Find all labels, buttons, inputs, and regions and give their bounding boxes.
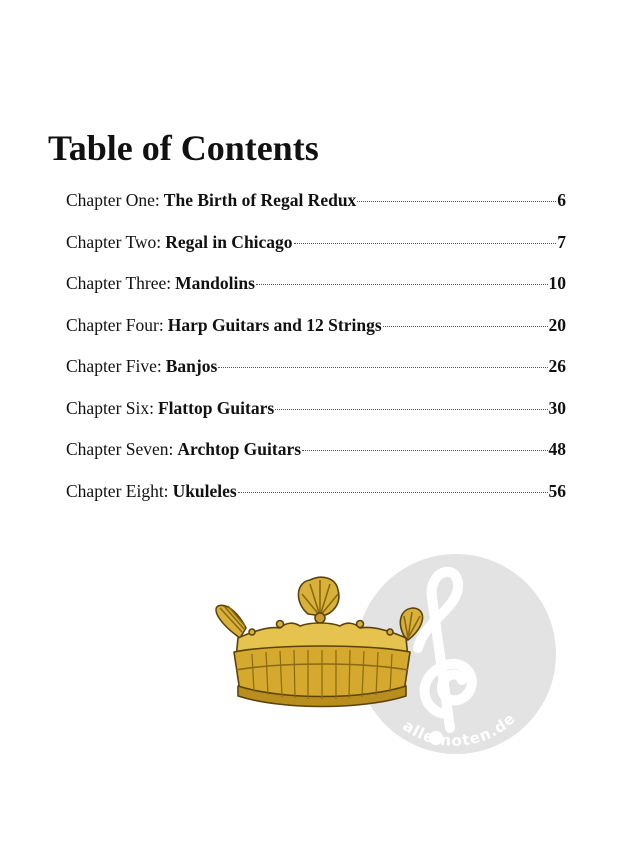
toc-chapter-title: Harp Guitars and 12 Strings [167,314,382,335]
toc-leader-dots [357,201,556,202]
toc-chapter-title: Flattop Guitars [157,397,275,418]
toc-entry[interactable] [66,477,566,519]
toc-leader-dots [275,409,547,410]
toc-chapter-label: Chapter Six: [66,397,154,418]
toc-chapter-title: The Birth of Regal Redux [163,190,357,210]
toc-leader-dots [238,492,548,493]
crown-icon [216,577,423,706]
toc-chapter-label: Chapter Three: [66,273,172,293]
toc-entry[interactable] [66,352,566,394]
page-title: Table of Contents [48,128,319,168]
toc-page-number: 48 [548,439,566,459]
toc-page-number: 6 [557,190,566,210]
toc-leader-dots [302,450,547,451]
toc-page-number: 56 [548,480,566,501]
table-of-contents [66,186,566,518]
toc-chapter-title: Mandolins [175,273,255,293]
toc-entry[interactable] [66,311,566,353]
toc-page-number: 7 [557,231,566,252]
toc-chapter-title: Banjos [165,356,218,376]
toc-chapter-label: Chapter Seven: [66,439,174,459]
toc-entry[interactable] [66,269,566,311]
toc-page-number: 20 [548,314,566,335]
toc-page-number: 26 [548,356,566,376]
toc-entry[interactable] [66,435,566,477]
toc-entry[interactable] [66,186,566,228]
toc-entry[interactable] [66,228,566,270]
toc-chapter-label: Chapter Four: [66,314,164,335]
crown-illustration [212,574,432,714]
toc-chapter-title: Regal in Chicago [165,231,293,252]
toc-chapter-title: Ukuleles [172,480,237,501]
toc-entry[interactable] [66,394,566,436]
toc-leader-dots [256,284,548,285]
toc-chapter-label: Chapter One: [66,190,160,210]
toc-chapter-title: Archtop Guitars [177,439,302,459]
toc-leader-dots [218,367,547,368]
toc-chapter-label: Chapter Eight: [66,480,169,501]
toc-page-number: 10 [548,273,566,293]
toc-leader-dots [294,243,557,244]
toc-leader-dots [383,326,548,327]
toc-page-number: 30 [548,397,566,418]
toc-chapter-label: Chapter Two: [66,231,162,252]
watermark-text: alle-noten.de [399,709,520,750]
toc-chapter-label: Chapter Five: [66,356,162,376]
